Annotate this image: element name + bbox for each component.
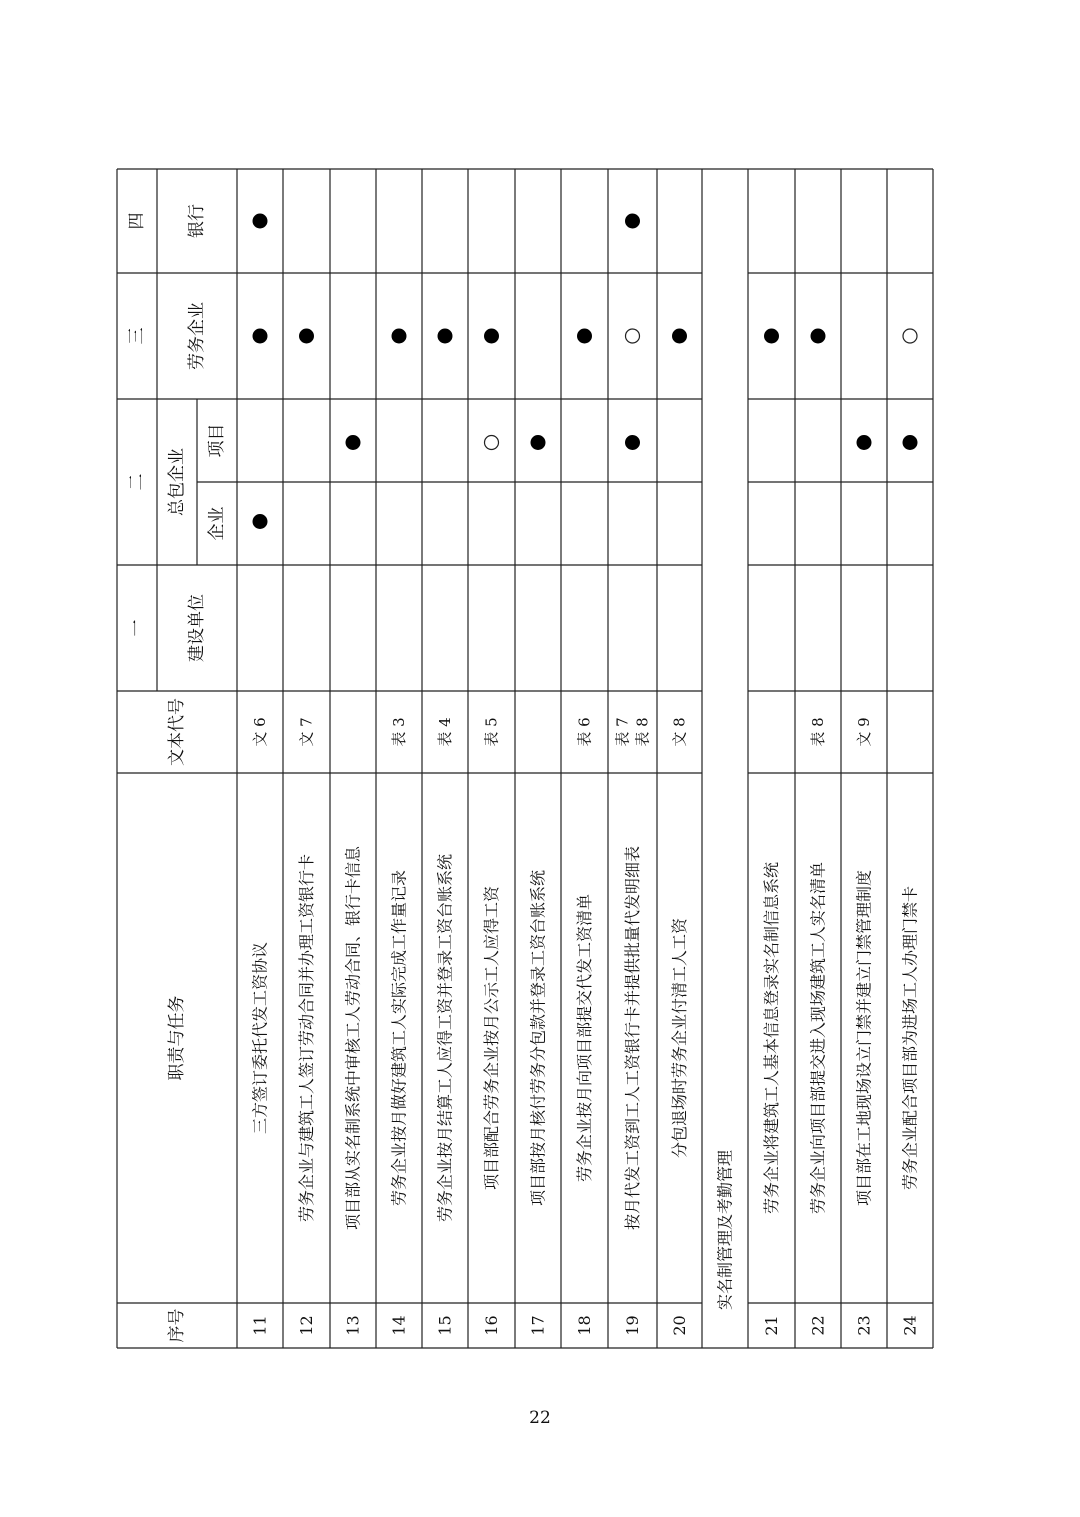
row-task: 劳务企业按月结算工人应得工资并登录工资台账系统 — [435, 853, 455, 1223]
header-col2-name: 总包企业 — [167, 448, 187, 516]
row-doc-code: 文 7 — [297, 717, 316, 747]
row-task: 劳务企业向项目部提交进入现场建筑工人实名清单 — [808, 861, 828, 1215]
row-doc-code: 文 6 — [251, 717, 269, 747]
row-task: 项目部从实名制系统中审核工人劳动合同、银行卡信息 — [343, 845, 363, 1231]
header-col4-name: 银行 — [187, 204, 207, 238]
row-number: 16 — [482, 1315, 501, 1336]
labor-company-filled-mark — [300, 329, 314, 343]
header-col3-name: 劳务企业 — [187, 302, 207, 370]
row-number: 17 — [528, 1315, 548, 1336]
general-project-filled-mark — [626, 436, 640, 450]
row-task: 项目部按月核付劳务分包款并登录工资台账系统 — [528, 869, 548, 1207]
row-number: 15 — [435, 1315, 455, 1336]
row-number: 12 — [297, 1315, 316, 1336]
header-col1-number: 一 — [127, 619, 147, 637]
labor-company-hollow-mark — [626, 329, 640, 343]
row-doc-code: 表 4 — [436, 717, 454, 747]
row-task: 三方签订委托代发工资协议 — [250, 941, 270, 1135]
row-task: 劳务企业配合项目部为进场工人办理门禁卡 — [900, 885, 920, 1191]
row-task: 项目部在工地现场设立门禁并建立门禁管理制度 — [854, 869, 874, 1207]
row-number: 20 — [670, 1315, 689, 1336]
labor-company-filled-mark — [765, 329, 779, 343]
table-body — [251, 214, 920, 1336]
header-col2-number: 二 — [127, 473, 147, 491]
general-project-filled-mark — [857, 436, 871, 450]
row-number: 23 — [854, 1315, 874, 1336]
row-number: 11 — [250, 1315, 270, 1336]
header-col2-sub-enterprise: 企业 — [207, 506, 227, 541]
row-number: 14 — [389, 1315, 409, 1336]
header-doc-code: 文本代号 — [167, 698, 187, 766]
bank-filled-mark — [626, 214, 640, 228]
labor-company-filled-mark — [438, 329, 452, 343]
row-task: 劳务企业与建筑工人签订劳动合同并办理工资银行卡 — [297, 853, 316, 1223]
row-task: 项目部配合劳务企业按月公示工人应得工资 — [482, 885, 501, 1191]
labor-company-filled-mark — [811, 329, 825, 343]
row-doc-code: 文 8 — [670, 717, 689, 747]
header-col3-number: 三 — [127, 327, 147, 345]
bank-filled-mark — [253, 214, 267, 228]
row-number: 24 — [900, 1315, 920, 1336]
row-doc-code: 表 5 — [482, 717, 501, 747]
header-seq: 序号 — [167, 1308, 187, 1343]
header-duty: 职责与任务 — [167, 995, 187, 1081]
row-task: 劳务企业将建筑工人基本信息登录实名制信息系统 — [762, 861, 781, 1215]
section-title: 实名制管理及考勤管理 — [715, 1149, 735, 1310]
labor-company-filled-mark — [392, 329, 406, 343]
row-task: 按月代发工资到工人工资银行卡并提供批量代发明细表 — [623, 845, 642, 1231]
row-task: 分包退场时劳务企业付清工人工资 — [670, 917, 689, 1159]
row-doc-code-2: 表 8 — [633, 717, 652, 747]
general-project-filled-mark — [531, 436, 545, 450]
header-col1-name: 建设单位 — [187, 594, 207, 662]
labor-company-hollow-mark — [903, 329, 917, 343]
general-project-filled-mark — [903, 436, 917, 450]
row-doc-code: 表 8 — [809, 717, 827, 747]
general-project-filled-mark — [346, 436, 360, 450]
general-enterprise-filled-mark — [253, 515, 267, 529]
row-number: 19 — [623, 1315, 642, 1336]
labor-company-filled-mark — [253, 329, 267, 343]
row-doc-code: 表 7 — [613, 717, 632, 747]
header-col4-number: 四 — [127, 212, 147, 230]
labor-company-filled-mark — [578, 329, 592, 343]
row-number: 13 — [343, 1315, 363, 1336]
row-task: 劳务企业按月做好建筑工人实际完成工作量记录 — [389, 869, 409, 1207]
labor-company-filled-mark — [673, 329, 687, 343]
row-doc-code: 表 3 — [390, 717, 408, 747]
row-number: 21 — [762, 1315, 781, 1336]
row-doc-code: 文 9 — [855, 717, 873, 747]
page-number: 22 — [529, 1408, 551, 1428]
row-number: 22 — [808, 1315, 828, 1336]
general-project-hollow-mark — [485, 436, 499, 450]
labor-company-filled-mark — [485, 329, 499, 343]
row-task: 劳务企业按月向项目部提交代发工资清单 — [575, 893, 594, 1183]
row-number: 18 — [575, 1315, 594, 1336]
row-doc-code: 表 6 — [575, 717, 594, 747]
header-col2-sub-project: 项目 — [207, 423, 227, 458]
